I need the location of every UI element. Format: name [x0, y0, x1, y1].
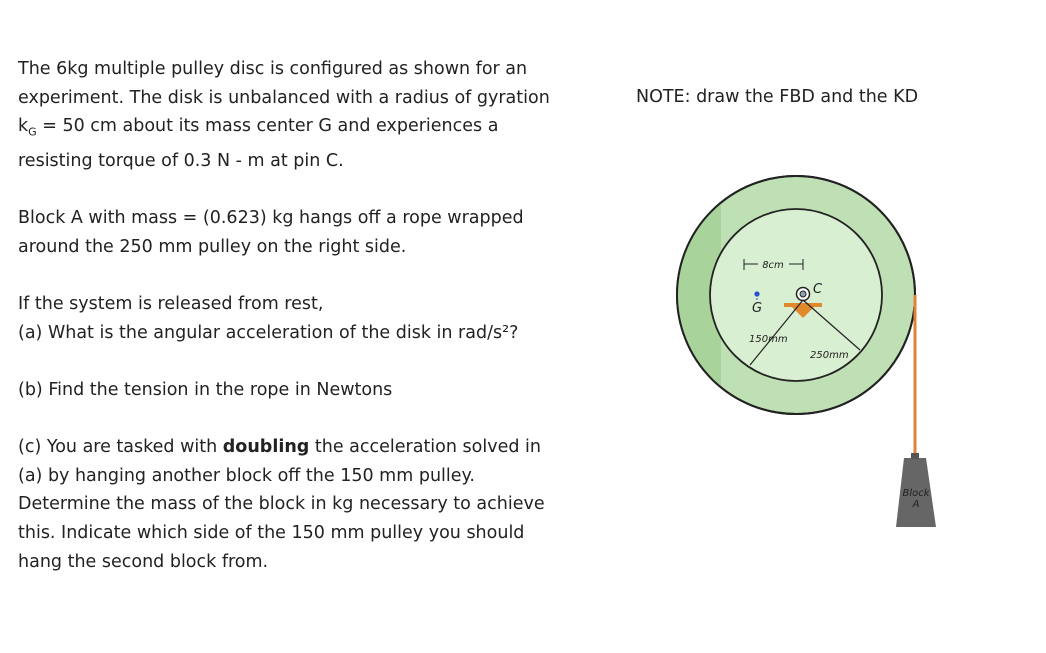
question-c-post: the acceleration solved in (a) by hanging another block off the 150 mm pulley. Determine the mass of the block in kg necessary to achieve this. Indicate which side of the 150 mm pulley you should hang the second block from.	[18, 437, 545, 572]
intro-text-b: = 50 cm about its mass center G and experiences a resisting torque of 0.3 N - m at pin C.	[18, 116, 499, 172]
label-g: G	[752, 301, 763, 316]
offset-dimension-label: 8cm	[762, 260, 784, 271]
question-c-emphasis: doubling	[222, 437, 310, 458]
question-a: (a) What is the angular acceleration of the disk in rad/s²?	[18, 322, 519, 343]
block-a-description: Block A with mass = (0.623) kg hangs off a rope wrapped around the 250 mm pulley on the right side.	[18, 208, 524, 258]
note-text: NOTE: draw the FBD and the KD	[636, 87, 919, 107]
problem-intro	[18, 55, 563, 176]
inner-radius-label: 150mm	[749, 334, 788, 345]
question-b: (b) Find the tension in the rope in Newtons	[18, 380, 393, 401]
problem-statement	[18, 55, 563, 576]
label-c: C	[813, 282, 823, 297]
release-condition: If the system is released from rest,	[18, 294, 324, 315]
pulley-diagram	[660, 160, 980, 540]
question-c	[18, 433, 563, 576]
question-c-pre: (c) You are tasked with	[18, 437, 223, 458]
block-label: Block	[902, 488, 930, 499]
outer-radius-label: 250mm	[810, 350, 849, 361]
gyration-subscript: G	[28, 125, 37, 139]
intro-text-a: The 6kg multiple pulley disc is configured as shown for an experiment. The disk is unbalanced with a radius of gyration k	[18, 59, 550, 137]
block-label-a: A	[912, 499, 920, 510]
